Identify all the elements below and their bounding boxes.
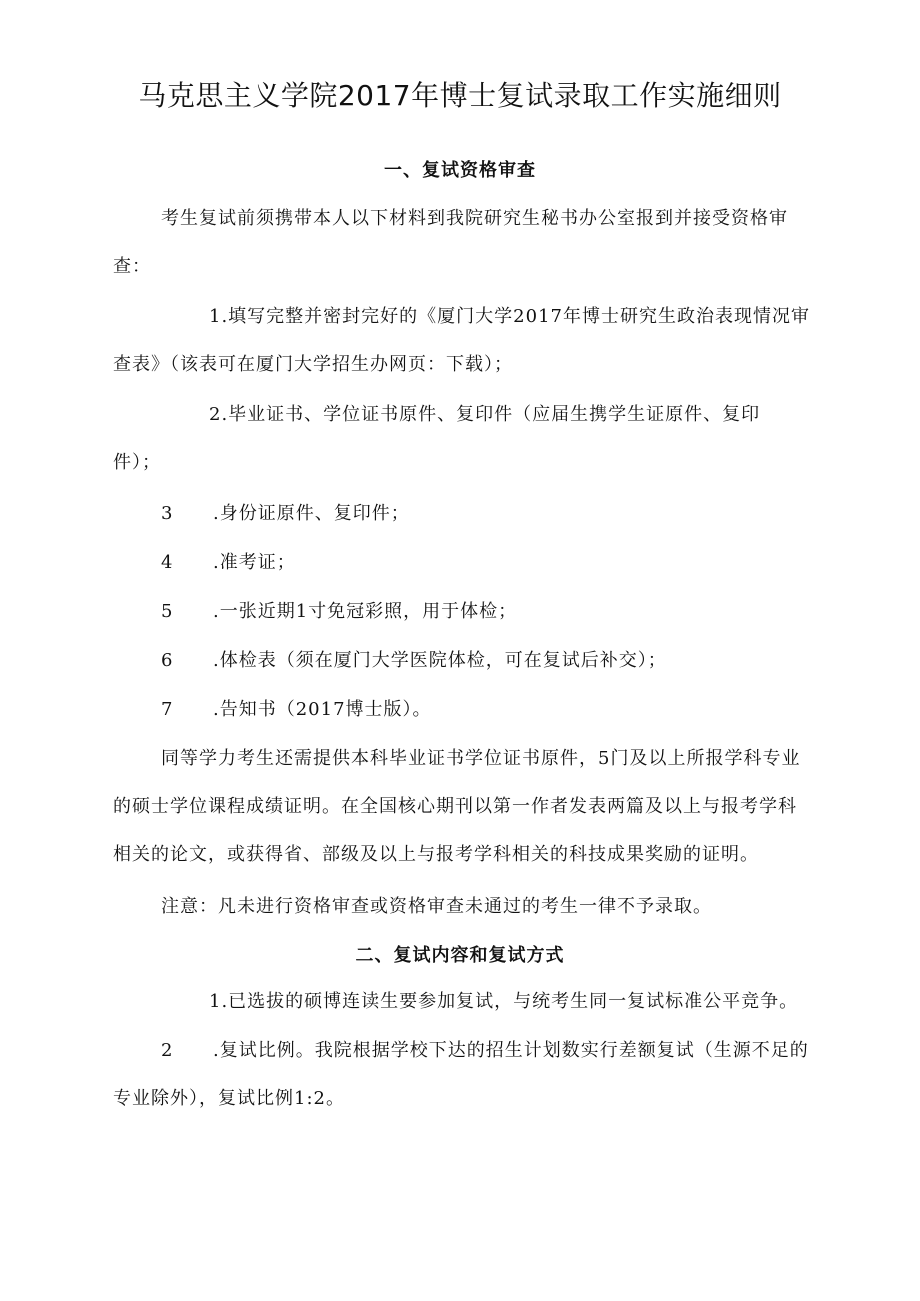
section-1-heading: 一、复试资格审查 (384, 160, 536, 181)
item-number: 3 (161, 503, 174, 524)
item-number: 2 (209, 404, 222, 425)
item-text: .毕业证书、学位证书原件、复印件（应届生携学生证原件、复印件）； (113, 404, 761, 473)
item-text: .准考证； (213, 552, 296, 573)
item-1-7 (161, 686, 861, 734)
item-text: .身份证原件、复印件； (213, 503, 410, 524)
item-1-4 (161, 539, 861, 587)
item-text: .告知书（2017博士版）。 (213, 699, 432, 720)
equivalent-note: 同等学力考生还需提供本科毕业证书学位证书原件，5门及以上所报学科专业的硕士学位课程成绩证明。在全国核心期刊以第一作者发表两篇及以上与报考学科相关的论文，或获得省、部级及以上与报考学科相关的科技成果奖励的证明。 (113, 748, 801, 865)
item-number: 7 (161, 699, 174, 720)
item-2-1 (113, 978, 813, 1026)
section-2-heading: 二、复试内容和复试方式 (355, 945, 565, 966)
item-text: .填写完整并密封完好的《厦门大学2017年博士研究生政治表现情况审查表》（该表可在厦门大学招生办网页：下载）； (113, 306, 810, 375)
item-1-1 (113, 293, 813, 389)
item-number: 1 (209, 306, 222, 327)
item-text: .已选拔的硕博连读生要参加复试，与统考生同一复试标准公平竞争。 (221, 991, 799, 1012)
item-number: 5 (161, 601, 174, 622)
item-text: .体检表（须在厦门大学医院体检，可在复试后补交）； (213, 650, 667, 671)
item-2-2 (113, 1027, 813, 1123)
document-title: 马克思主义学院2017年博士复试录取工作实施细则 (138, 79, 782, 112)
item-text: .一张近期1寸免冠彩照，用于体检； (213, 601, 518, 622)
item-number: 1 (209, 991, 222, 1012)
item-number: 2 (161, 1040, 174, 1061)
item-1-6 (161, 637, 861, 685)
attention-note: 注意：凡未进行资格审查或资格审查未通过的考生一律不予录取。 (161, 896, 712, 917)
item-1-2 (113, 391, 773, 487)
item-text: .复试比例。我院根据学校下达的招生计划数实行差额复试（生源不足的专业除外），复试比例1:2。 (113, 1040, 809, 1109)
section-1-intro: 考生复试前须携带本人以下材料到我院研究生秘书办公室报到并接受资格审查： (113, 208, 788, 277)
item-1-3 (161, 490, 861, 538)
item-number: 6 (161, 650, 174, 671)
item-1-5 (161, 588, 861, 636)
item-number: 4 (161, 552, 174, 573)
